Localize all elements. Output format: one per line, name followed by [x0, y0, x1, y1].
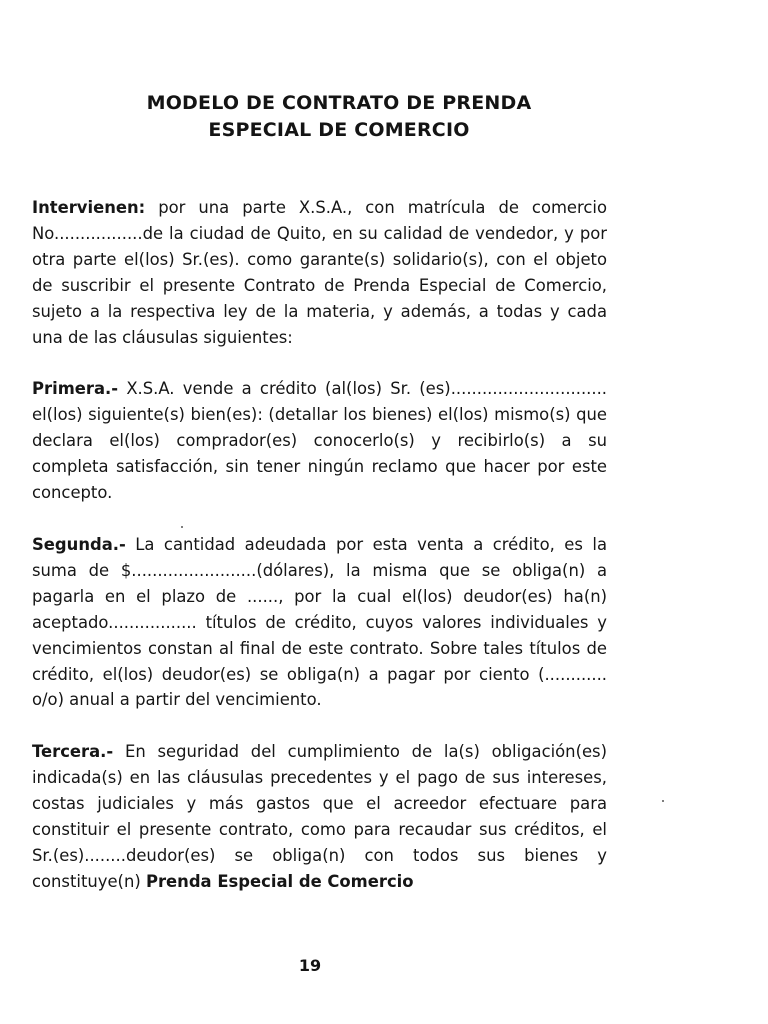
heading-primera: Primera.- — [32, 379, 119, 399]
paragraph-intervienen — [32, 195, 607, 350]
contract-body — [32, 195, 607, 921]
title-line-2: ESPECIAL DE COMERCIO — [208, 119, 470, 141]
text-segunda: La cantidad adeudada por esta venta a crédito, es la suma de $........................(dólares), la misma que se obliga(n) a pagarla en el plazo de ......, por la cual el(los) deudor(es) ha(n) aceptado................. títulos de crédito, cuyos valores individuales y vencimientos constan al final de este contrato. Sobre tales títulos de crédito, el(los) deudor(es) se obliga(n) a pagar por ciento (............ o/o) anual a partir del vencimiento. — [32, 534, 607, 710]
text-tercera: En seguridad del cumplimiento de la(s) obligación(es) indicada(s) en las cláusulas precedentes y el pago de sus intereses, costas judiciales y más gastos que el acreedor efectuare para constituir el presente contrato, como para recaudar sus créditos, el Sr.(es)........deudor(es) se obliga(n) con todos sus bienes y constituye(n) — [32, 742, 607, 891]
scan-speck — [181, 526, 183, 528]
bold-prenda-especial: Prenda Especial de Comercio — [145, 871, 414, 891]
heading-tercera: Tercera.- — [32, 742, 114, 762]
heading-intervienen: Intervienen: — [32, 198, 146, 217]
paragraph-tercera — [32, 739, 607, 894]
scan-speck — [662, 800, 664, 802]
text-primera: X.S.A. vende a crédito (al(los) Sr. (es).............................. el(los) siguiente(s) bien(es): (detallar los bienes) el(los) mismo(s) que declara el(los) comprador(es) conocerlo(s) y recibirlo(s) a su completa satisfacción, sin tener ningún reclamo que hacer por este concepto. — [32, 379, 607, 503]
heading-segunda: Segunda.- — [32, 534, 126, 554]
title-line-1: MODELO DE CONTRATO DE PRENDA — [146, 92, 532, 114]
paragraph-segunda — [32, 532, 607, 713]
paragraph-primera — [32, 376, 607, 506]
page-number: 19 — [298, 956, 322, 975]
text-intervienen: por una parte X.S.A., con matrícula de comercio No.................de la ciudad de Quito, en su calidad de vendedor, y por otra parte el(los) Sr.(es). como garante(s) solidario(s), con el objeto de suscribir el presente Contrato de Prenda Especial de Comercio, sujeto a la respectiva ley de la materia, y además, a todas y cada una de las cláusulas siguientes: — [32, 198, 607, 347]
document-title — [0, 90, 768, 144]
